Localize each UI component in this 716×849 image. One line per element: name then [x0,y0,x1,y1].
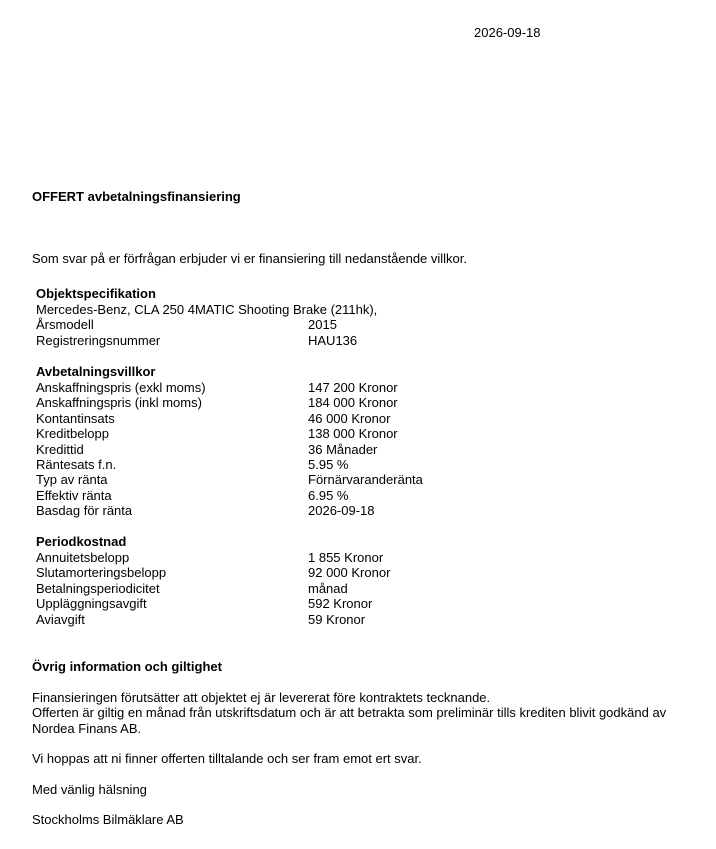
validity-paragraph [32,690,702,736]
row-label: Slutamorteringsbelopp [36,565,167,581]
row-value: 46 000 Kronor [308,410,391,426]
row-label: Kredittid [36,441,84,457]
row-value: 92 000 Kronor [308,565,391,581]
row-label: Registreringsnummer [36,332,161,348]
payment-terms-section [36,364,423,519]
object-specification-heading: Objektspecifikation [36,286,156,301]
other-information-heading: Övrig information och giltighet [32,659,222,674]
payment-terms-heading: Avbetalningsvillkor [36,364,156,379]
payment-row [36,395,398,411]
row-value: 138 000 Kronor [308,426,398,442]
row-value: 2015 [308,317,337,333]
row-value: 59 Kronor [308,611,366,627]
payment-row [36,503,375,519]
row-label: Annuitetsbelopp [36,550,130,565]
row-label: Betalningsperiodicitet [36,580,160,596]
row-value: 36 Månader [308,441,378,457]
period-row [36,565,391,581]
row-value: 5.95 % [308,456,349,472]
period-row [36,580,348,596]
payment-row [36,441,378,457]
payment-row [36,426,398,442]
row-value: 147 200 Kronor [308,380,398,395]
row-value: 184 000 Kronor [308,395,398,411]
row-value: 6.95 % [308,487,349,503]
period-cost-section [36,534,391,627]
payment-row [36,472,423,488]
row-value: 592 Kronor [308,596,373,612]
object-row-registration [36,333,377,348]
row-label: Effektiv ränta [36,487,112,503]
row-label: Aviavgift [36,611,85,627]
payment-row [36,410,391,426]
row-label: Uppläggningsavgift [36,596,147,612]
row-label: Kontantinsats [36,410,115,426]
payment-row [36,380,398,395]
greeting-text: Med vänlig hälsning [32,782,147,797]
object-row-model-year [36,317,377,332]
row-value: Förnärvaranderänta [308,472,423,488]
row-value: HAU136 [308,332,358,348]
row-label: Basdag för ränta [36,503,133,519]
row-value: 1 855 Kronor [308,550,384,565]
row-label: Kreditbelopp [36,426,109,442]
object-description: Mercedes-Benz, CLA 250 4MATIC Shooting Brake (211hk), [36,302,378,317]
row-value: 2026-09-18 [308,503,375,519]
row-label: Räntesats f.n. [36,456,117,472]
row-label: Typ av ränta [36,472,108,488]
period-cost-heading: Periodkostnad [36,534,127,549]
payment-row [36,456,349,472]
row-label: Årsmodell [36,317,94,333]
document-title: OFFERT avbetalningsfinansiering [32,189,241,204]
object-specification-section [36,286,377,348]
company-signature: Stockholms Bilmäklare AB [32,812,184,827]
row-label: Anskaffningspris (inkl moms) [36,395,202,411]
validity-line-1: Finansieringen förutsätter att objektet ej är levererat före kontraktets tecknande. [32,690,491,705]
row-label: Anskaffningspris (exkl moms) [36,380,206,395]
row-value: månad [308,580,348,596]
document-date: 2026-09-18 [474,25,541,40]
closing-text: Vi hoppas att ni finner offerten tilltalande och ser fram emot ert svar. [32,751,422,766]
intro-text: Som svar på er förfrågan erbjuder vi er finansiering till nedanstående villkor. [32,251,468,266]
period-row [36,550,384,565]
payment-row [36,487,349,503]
validity-line-2: Offerten är giltig en månad från utskriftsdatum och är att betrakta som preliminär tills krediten blivit godkänd av Nordea Finans AB. [32,705,667,736]
period-row [36,596,373,612]
period-row [36,611,366,627]
